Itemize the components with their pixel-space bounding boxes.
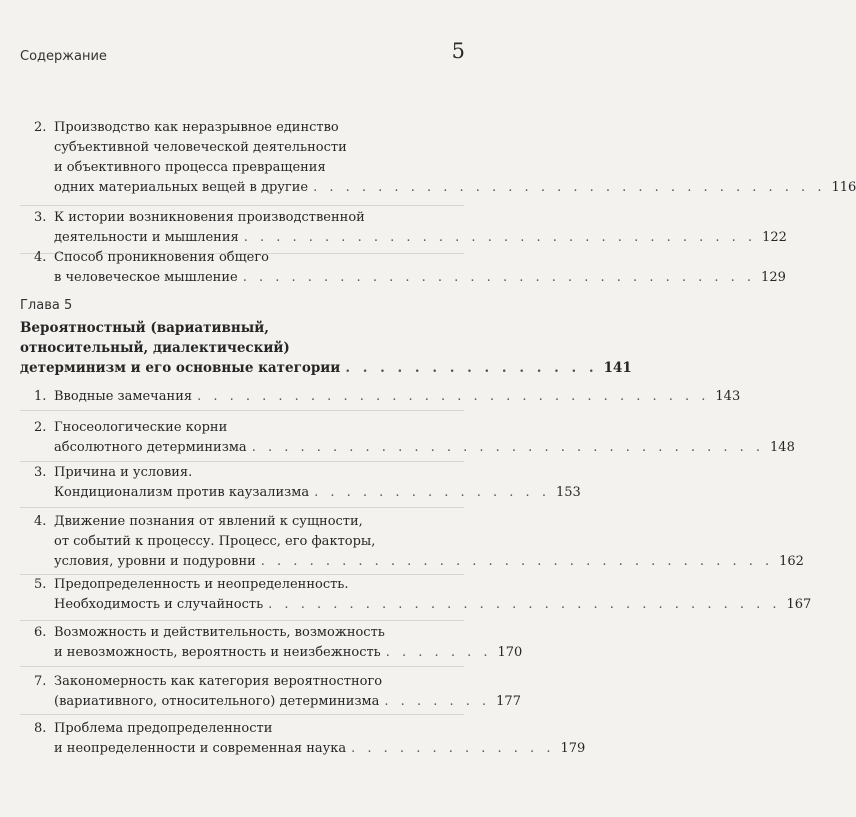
entry-title-line: Предопределенность и неопределенность. — [54, 577, 349, 592]
toc-entry — [34, 463, 581, 503]
divider — [20, 507, 464, 508]
entry-number: 8. — [34, 721, 47, 736]
chapter-title-line: Вероятностный (вариативный, — [20, 320, 269, 336]
entry-number: 1. — [34, 389, 47, 404]
entry-title-line: Способ проникновения общего — [54, 250, 270, 265]
toc-entry — [34, 387, 741, 407]
entry-title-line: и неопределенности и современная наука — [54, 741, 347, 756]
entry-title-line: условия, уровни и подуровни — [54, 554, 256, 569]
leader-dots: . . . . . . . . . . . . . . . . . . . . . . . . . . . . . . . . — [268, 597, 781, 612]
entry-title-line: от событий к процессу. Процесс, его факторы, — [54, 534, 376, 549]
entry-title-line: К истории возникновения производственной — [54, 210, 365, 225]
page-number: 5 — [451, 39, 465, 63]
entry-page: 179 — [560, 741, 586, 756]
entry-title-line: Кондиционализм против каузализма — [54, 485, 310, 500]
leader-dots: . . . . . . . . . . . . . . . . . . . . . . . . . . . . . . . . — [243, 230, 757, 245]
entry-title-line: одних материальных вещей в другие — [54, 180, 309, 195]
entry-title-line: и невозможность, вероятность и неизбежность — [54, 645, 381, 660]
entry-number: 2. — [34, 120, 47, 135]
entry-title-line: и объективного процесса превращения — [54, 160, 326, 175]
entry-number: 6. — [34, 625, 47, 640]
entry-page: 148 — [770, 440, 795, 455]
entry-number: 7. — [34, 674, 47, 689]
toc-entry — [34, 118, 856, 198]
entry-page: 162 — [779, 554, 804, 569]
running-title: Содержание — [20, 49, 107, 64]
toc-entry — [34, 512, 804, 572]
toc-entry — [34, 719, 586, 759]
leader-dots: . . . . . . . . . . . . . — [351, 741, 555, 756]
leader-dots: . . . . . . . . . . . . . . . . . . . . . . . . . . . . . . . . — [251, 440, 765, 455]
leader-dots: . . . . . . . . . . . . . . . — [314, 485, 550, 500]
leader-dots: . . . . . . . . . . . . . . . . . . . . . . . . . . . . . . . . — [242, 270, 756, 285]
leader-dots: . . . . . . . . . . . . . . . — [345, 360, 598, 376]
chapter-title-line: детерминизм и его основные категории — [20, 360, 341, 376]
divider — [20, 461, 464, 462]
entry-number: 4. — [34, 514, 47, 529]
leader-dots: . . . . . . . . . . . . . . . . . . . . . . . . . . . . . . . . — [260, 554, 774, 569]
entry-page: 129 — [761, 270, 786, 285]
entry-page: 143 — [715, 389, 741, 404]
entry-title-line: Проблема предопределенности — [54, 721, 273, 736]
entry-title-line: Движение познания от явлений к сущности, — [54, 514, 363, 529]
entry-title-line: Гносеологические корни — [54, 420, 228, 435]
entry-number: 5. — [34, 577, 47, 592]
entry-page: 167 — [786, 597, 812, 612]
chapter-page: 141 — [603, 360, 632, 376]
entry-title-line: Необходимость и случайность — [54, 597, 264, 612]
divider — [20, 620, 464, 621]
entry-title-line: абсолютного детерминизма — [54, 440, 247, 455]
chapter-title-line: относительный, диалектический) — [20, 340, 290, 356]
toc-entry — [34, 672, 521, 712]
toc-entry — [34, 248, 786, 288]
entry-page: 177 — [496, 694, 521, 709]
entry-page: 153 — [555, 485, 581, 500]
entry-title-line: деятельности и мышления — [54, 230, 239, 245]
entry-title-line: Вводные замечания — [54, 389, 193, 404]
divider — [20, 714, 464, 715]
entry-number: 3. — [34, 210, 47, 225]
toc-entry — [34, 418, 795, 458]
entry-page: 122 — [762, 230, 787, 245]
entry-title-line: Закономерность как категория вероятностного — [54, 674, 383, 689]
entry-page: 116 — [831, 180, 856, 195]
leader-dots: . . . . . . . . . . . . . . . . . . . . . . . . . . . . . . . . — [197, 389, 710, 404]
toc-entry — [34, 208, 787, 248]
divider — [20, 666, 464, 667]
entry-title-line: (вариативного, относительного) детерминизма — [54, 694, 380, 709]
divider — [20, 410, 464, 411]
toc-entry — [34, 623, 523, 663]
entry-title-line: субъективной человеческой деятельности — [54, 140, 347, 155]
toc-entry — [34, 575, 812, 615]
entry-title-line: в человеческое мышление — [54, 270, 238, 285]
entry-number: 2. — [34, 420, 47, 435]
entry-number: 3. — [34, 465, 47, 480]
leader-dots: . . . . . . . — [384, 694, 491, 709]
leader-dots: . . . . . . . — [385, 645, 492, 660]
entry-page: 170 — [497, 645, 523, 660]
leader-dots: . . . . . . . . . . . . . . . . . . . . . . . . . . . . . . . . — [313, 180, 826, 195]
entry-title-line: Производство как неразрывное единство — [54, 120, 339, 135]
entry-title-line: Возможность и действительность, возможность — [54, 625, 385, 640]
divider — [20, 205, 464, 206]
chapter-title — [20, 318, 632, 378]
entry-title-line: Причина и условия. — [54, 465, 193, 480]
chapter-label: Глава 5 — [20, 298, 73, 313]
entry-number: 4. — [34, 250, 47, 265]
